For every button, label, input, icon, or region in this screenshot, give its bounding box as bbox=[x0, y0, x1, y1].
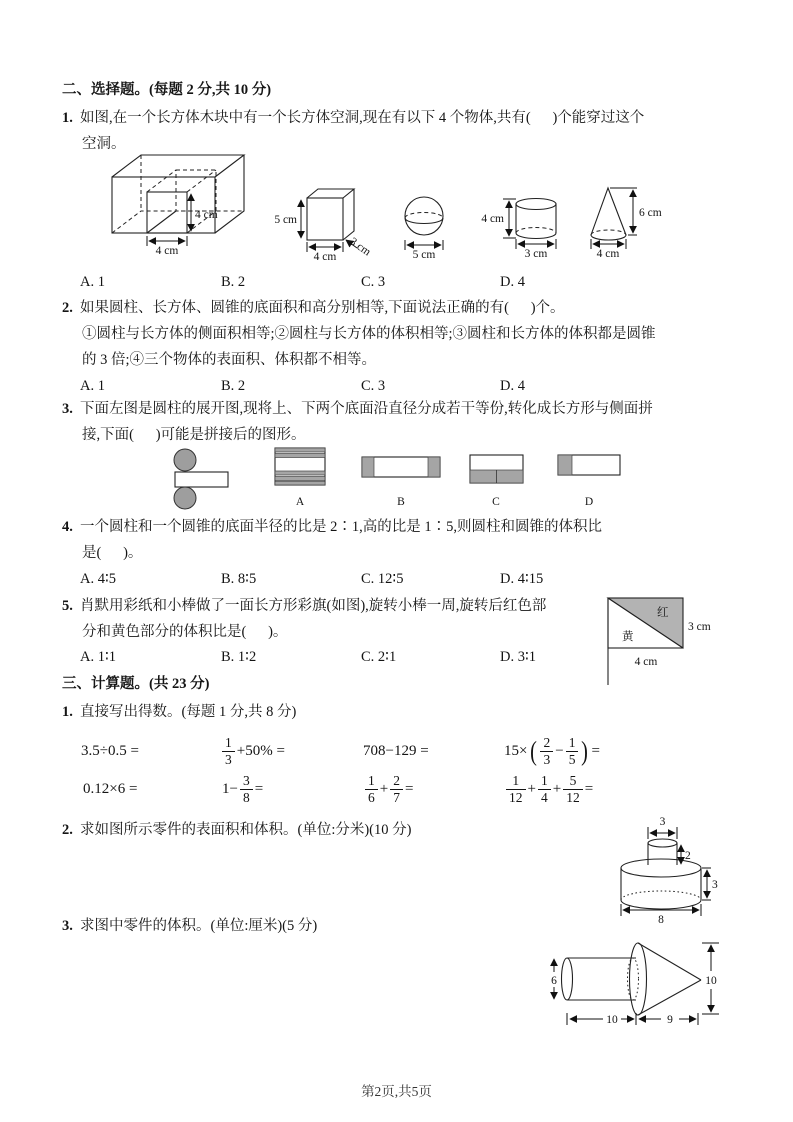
page-footer: 第2页,共5页 bbox=[361, 1084, 432, 1099]
flag-height-label: 3 cm bbox=[688, 621, 711, 633]
q4-text-line2: 是( )。 bbox=[82, 545, 143, 561]
cuboid-width-label: 4 cm bbox=[313, 251, 337, 263]
calc-q3-text: 求图中零件的体积。(单位:厘米)(5 分) bbox=[80, 918, 318, 934]
hole-width-label: 4 cm bbox=[155, 245, 179, 257]
q5-number: 5. bbox=[62, 598, 73, 614]
q3-number: 3. bbox=[62, 401, 73, 417]
calc-expr-7 bbox=[364, 767, 414, 811]
cylinder-height-label: 4 cm bbox=[481, 213, 504, 225]
q2-text-line2: ①圆柱与长方体的侧面积相等;②圆柱与长方体的体积相等;③圆柱和长方体的体积都是圆锥 bbox=[82, 326, 656, 342]
top-height-label: 2 bbox=[685, 850, 691, 862]
calc-q2-figure bbox=[608, 812, 793, 924]
body-height-label: 3 bbox=[712, 879, 718, 891]
q5-option-a: A. 1∶1 bbox=[80, 649, 116, 665]
cylinder-net bbox=[174, 449, 228, 509]
q3-figure bbox=[160, 443, 630, 511]
q1-figure bbox=[100, 148, 680, 270]
fraction: $\frac{1}{6}$ bbox=[365, 773, 378, 805]
expr-text: 15× bbox=[504, 742, 528, 759]
q5-option-c: C. 2∶1 bbox=[361, 649, 397, 665]
expr-text: +50% = bbox=[236, 742, 285, 759]
cuboid-depth-label: 3 cm bbox=[347, 235, 373, 259]
cuboid-height-label: 5 cm bbox=[274, 214, 297, 226]
option-a-figure bbox=[275, 448, 325, 485]
sphere-diameter-label: 5 cm bbox=[412, 249, 436, 261]
q2-option-c: C. 3 bbox=[361, 378, 386, 394]
flag-width-label: 4 cm bbox=[634, 656, 658, 668]
q5-option-b: B. 1∶2 bbox=[221, 649, 257, 665]
cone-length-label: 9 bbox=[667, 1014, 673, 1026]
q4-option-c: C. 12∶5 bbox=[361, 571, 404, 587]
cone-diameter-label: 4 cm bbox=[596, 248, 620, 260]
q3-text-line1: 下面左图是圆柱的展开图,现将上、下两个底面沿直径分成若干等份,转化成长方形与侧面拼 bbox=[80, 401, 653, 417]
fraction: $\frac{3}{8}$ bbox=[240, 773, 253, 805]
q2-option-d: D. 4 bbox=[500, 378, 525, 394]
fraction: $\frac{1}{4}$ bbox=[538, 773, 551, 805]
top-diameter-label: 3 bbox=[659, 816, 666, 828]
fraction: $\frac{5}{12}$ bbox=[563, 773, 583, 805]
cylinder-cone-part bbox=[562, 943, 702, 1015]
calc-expr-5 bbox=[82, 767, 138, 811]
q5-option-d: D. 3∶1 bbox=[500, 649, 536, 665]
calc-q3-figure bbox=[535, 925, 775, 1060]
expr-text: 0.12×6 = bbox=[83, 780, 138, 797]
cone-diameter-label: 10 bbox=[705, 975, 717, 987]
block-with-hole bbox=[112, 155, 244, 257]
q2-number: 2. bbox=[62, 300, 73, 316]
fraction: $\frac{1}{5}$ bbox=[566, 735, 579, 767]
operator: + bbox=[527, 780, 536, 797]
equals: = bbox=[254, 780, 264, 797]
body-diameter-label: 8 bbox=[658, 914, 664, 926]
q1-option-c: C. 3 bbox=[361, 274, 386, 290]
q5-text-line2: 分和黄色部分的体积比是( )。 bbox=[82, 624, 288, 640]
equals: = bbox=[404, 780, 414, 797]
expr-text: 708−129 = bbox=[363, 742, 429, 759]
operator: + bbox=[379, 780, 389, 797]
option-b-figure bbox=[362, 457, 440, 477]
section3-title: 三、计算题。(共 23 分) bbox=[62, 676, 210, 692]
equals: = bbox=[591, 742, 600, 759]
calc-q1-number: 1. bbox=[62, 704, 73, 720]
expr-text: 3.5÷0.5 = bbox=[81, 742, 139, 759]
flag-red-label: 红 bbox=[657, 607, 669, 619]
q4-option-b: B. 8∶5 bbox=[221, 571, 257, 587]
q3-label-b: B bbox=[397, 496, 405, 508]
option-c-figure bbox=[470, 455, 523, 483]
q2-option-a: A. 1 bbox=[80, 378, 105, 394]
q1-option-b: B. 2 bbox=[221, 274, 246, 290]
q4-option-a: A. 4∶5 bbox=[80, 571, 116, 587]
flag-yellow-label: 黄 bbox=[622, 631, 634, 643]
cone-height-label: 6 cm bbox=[639, 207, 662, 219]
q4-number: 4. bbox=[62, 519, 73, 535]
q4-text-line1: 一个圆柱和一个圆锥的底面半径的比是 2∶1,高的比是 1∶5,则圆柱和圆锥的体积比 bbox=[80, 519, 602, 535]
cone-object bbox=[591, 188, 662, 260]
expr-text: 1− bbox=[222, 780, 238, 797]
hole-height-label: 4 cm bbox=[195, 209, 218, 221]
cyl-length-label: 10 bbox=[606, 1014, 618, 1026]
q3-text-line2: 接,下面( )可能是拼接后的图形。 bbox=[82, 427, 306, 443]
cylinder-diameter-label: 3 cm bbox=[524, 248, 548, 260]
operator: + bbox=[552, 780, 562, 797]
q1-option-a: A. 1 bbox=[80, 274, 105, 290]
q2-option-b: B. 2 bbox=[221, 378, 246, 394]
q1-option-d: D. 4 bbox=[500, 274, 525, 290]
calc-q1-text: 直接写出得数。(每题 1 分,共 8 分) bbox=[80, 704, 297, 720]
operator: − bbox=[555, 742, 564, 759]
calc-q3-number: 3. bbox=[62, 918, 73, 934]
q3-label-a: A bbox=[295, 496, 305, 508]
equals: = bbox=[584, 780, 594, 797]
q4-option-d: D. 4∶15 bbox=[500, 571, 544, 587]
cylinder-object bbox=[481, 199, 556, 261]
q2-text-line1: 如果圆柱、长方体、圆锥的底面积和高分别相等,下面说法正确的有( )个。 bbox=[80, 300, 565, 316]
fraction: $\frac{1}{3}$ bbox=[222, 735, 235, 767]
q1-text-line2: 空洞。 bbox=[82, 136, 126, 152]
open-paren: ( bbox=[530, 735, 538, 766]
q1-text-line1: 如图,在一个长方体木块中有一个长方体空洞,现在有以下 4 个物体,共有( )个能穿过这个 bbox=[80, 110, 645, 126]
q3-label-c: C bbox=[492, 496, 500, 508]
q3-label-d: D bbox=[584, 496, 594, 508]
q5-text-line1: 肖默用彩纸和小棒做了一面长方形彩旗(如图),旋转小棒一周,旋转后红色部 bbox=[80, 598, 547, 614]
cyl-diameter-label: 6 bbox=[551, 975, 557, 987]
q5-flag-figure bbox=[600, 590, 793, 690]
sphere-object bbox=[405, 197, 443, 261]
fraction: $\frac{2}{7}$ bbox=[390, 773, 403, 805]
cuboid-object bbox=[274, 189, 372, 263]
option-d-figure bbox=[558, 455, 620, 475]
fraction: $\frac{1}{12}$ bbox=[506, 773, 526, 805]
calc-expr-8 bbox=[505, 767, 594, 811]
q1-number: 1. bbox=[62, 110, 73, 126]
calc-expr-6 bbox=[221, 767, 264, 811]
fraction: $\frac{2}{3}$ bbox=[540, 735, 553, 767]
q2-text-line3: 的 3 倍;④三个物体的表面积、体积都不相等。 bbox=[82, 352, 377, 368]
close-paren: ) bbox=[581, 735, 589, 766]
calc-q2-number: 2. bbox=[62, 822, 73, 838]
section2-title: 二、选择题。(每题 2 分,共 10 分) bbox=[62, 82, 272, 98]
calc-q2-text: 求如图所示零件的表面积和体积。(单位:分米)(10 分) bbox=[80, 822, 412, 838]
